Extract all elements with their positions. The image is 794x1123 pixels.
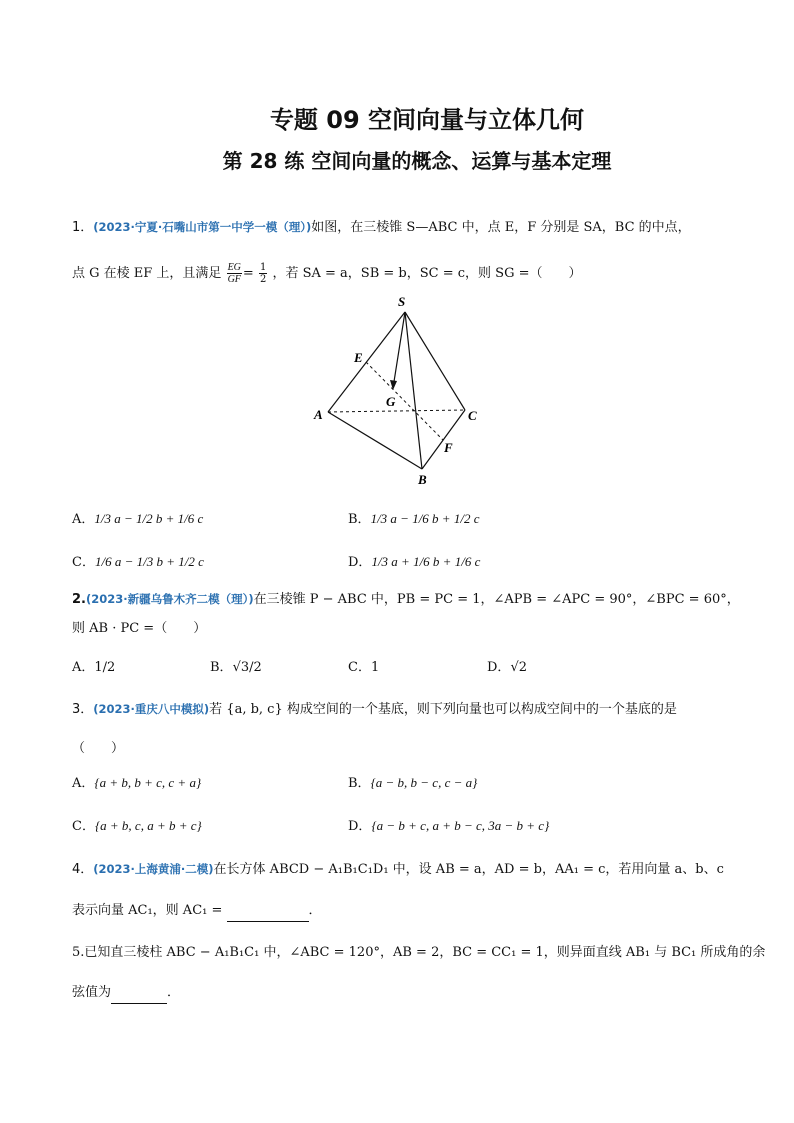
q1-half-fraction: $\frac{1}{2}$ (259, 262, 267, 285)
q5-end-punct: ． (167, 985, 181, 1000)
q3-option-d[interactable]: D．{a − b + c, a + b − c, 3a − b + c} (348, 818, 550, 834)
q2-number: 2. (72, 592, 86, 607)
q1-option-d[interactable]: D．1/3 a + 1/6 b + 1/6 c (348, 554, 481, 570)
q1-number: 1． (72, 220, 94, 235)
q1-equals: = (242, 266, 258, 281)
q5-line2 (72, 982, 180, 1004)
q2-stem-line1: 在三棱锥 P − ABC 中，PB = PC = 1，∠APB = ∠APC = 90°，∠BPC = 60°， (253, 592, 740, 607)
document-subtitle: 第 28 练 空间向量的概念、运算与基本定理 (222, 149, 612, 173)
q4-line1 (72, 858, 724, 881)
edge-AC-hidden (328, 410, 465, 412)
q2-option-a[interactable]: A．1/2 (72, 660, 116, 675)
q4-stem-line2: 表示向量 AC₁，则 AC₁ = (72, 903, 223, 918)
q1-line2 (72, 262, 581, 285)
q1-ratio-fraction: $\frac{EG}{GF}$ (227, 262, 241, 285)
q2-line1 (72, 588, 740, 611)
q2-line2: 则 AB · PC =（ ） (72, 621, 207, 636)
q2-option-d[interactable]: D．√2 (487, 660, 527, 675)
q4-source: (2023·上海黄浦·二模) (93, 862, 214, 876)
q1-stem-line2b: ，若 SA = a，SB = b，SC = c，则 SG =（ ） (272, 266, 582, 281)
label-E: E (354, 350, 363, 365)
label-S: S (398, 294, 406, 309)
edge-AB (328, 412, 422, 469)
q1-option-b[interactable]: B．1/3 a − 1/6 b + 1/2 c (348, 511, 480, 527)
q4-stem-line1: 在长方体 ABCD − A₁B₁C₁D₁ 中，设 AB = a，AD = b，AA₁ = c，若用向量 a、b、c (213, 862, 724, 877)
q4-line2 (72, 900, 322, 922)
q3-number: 3． (72, 702, 94, 717)
vector-SG (393, 312, 405, 388)
q2-option-b[interactable]: B．√3/2 (210, 660, 262, 675)
q1-line1 (72, 216, 691, 239)
q3-option-a[interactable]: A．{a + b, b + c, c + a} (72, 775, 202, 791)
q1-stem-line2a: 点 G 在棱 EF 上，且满足 (72, 266, 222, 281)
label-G: G (386, 394, 396, 409)
q4-number: 4． (72, 862, 94, 877)
q2-source: (2023·新疆乌鲁木齐二模（理）) (85, 592, 254, 606)
q3-option-b[interactable]: B．{a − b, b − c, c − a} (348, 775, 478, 791)
q1-source: (2023·宁夏·石嘴山市第一中学一模（理）) (93, 220, 312, 234)
q3-line2: （ ） (72, 741, 125, 756)
q3-option-c[interactable]: C．{a + b, c, a + b + c} (72, 818, 202, 834)
q1-tetrahedron-figure (310, 292, 510, 492)
document-title: 专题 09 空间向量与立体几何 (269, 106, 585, 134)
q4-end-punct: ． (308, 903, 322, 918)
q3-source: (2023·重庆八中模拟) (93, 702, 210, 716)
label-A: A (314, 407, 323, 422)
q1-option-c[interactable]: C．1/6 a − 1/3 b + 1/2 c (72, 554, 204, 570)
q1-stem-line1: 如图，在三棱锥 S—ABC 中，点 E，F 分别是 SA，BC 的中点， (311, 220, 691, 235)
label-B: B (418, 472, 427, 487)
label-F: F (444, 440, 453, 455)
q5-stem-line2: 弦值为 (72, 985, 112, 1000)
q5-answer-blank[interactable] (111, 989, 167, 1004)
q5-line1: 5.已知直三棱柱 ABC − A₁B₁C₁ 中，∠ABC = 120°，AB = 2，BC = CC₁ = 1，则异面直线 AB₁ 与 BC₁ 所成角的余 (72, 945, 766, 960)
q3-line1 (72, 698, 677, 721)
q2-option-c[interactable]: C．1 (348, 660, 380, 675)
label-C: C (468, 408, 477, 423)
segment-EF-hidden (366, 362, 443, 440)
q4-answer-blank[interactable] (227, 907, 309, 922)
vector-SG-arrowhead (390, 380, 397, 390)
q3-stem-line1: 若 {a, b, c} 构成空间的一个基底，则下列向量也可以构成空间中的一个基底的是 (209, 702, 677, 717)
q1-option-a[interactable]: A．1/3 a − 1/2 b + 1/6 c (72, 511, 204, 527)
